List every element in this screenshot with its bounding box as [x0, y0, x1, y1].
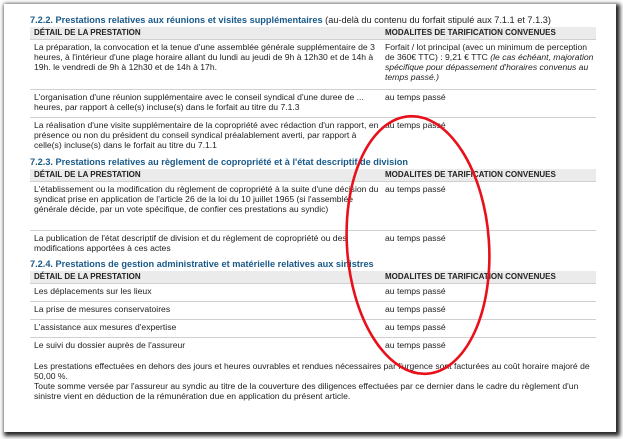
- header-detail: DÉTAIL DE LA PRESTATION: [34, 28, 141, 37]
- red-ellipse-mark: [338, 111, 498, 378]
- row-tarif: au temps passé: [385, 286, 446, 296]
- tarif-text: Forfait / lot principal (avec un minimum de perception de 360€ TTC) : 9,21 € TTC: [385, 42, 588, 62]
- header-detail: DÉTAIL DE LA PRESTATION: [34, 272, 141, 281]
- row-detail: Les déplacements sur les lieux: [34, 286, 152, 296]
- tarif-note: (le cas échéant, majoration spécifique pour dépassement d'horaires convenus au temps passé.): [385, 52, 594, 82]
- header-tarif: MODALITES DE TARIFICATION CONVENUES: [385, 272, 556, 281]
- row-detail: L'organisation d'une réunion supplémentaire avec le conseil syndical d'une duree de ... heures, par rapport à celle(s) incluse(s) dans le forfait au titre du 7.1.3: [34, 92, 364, 112]
- row-detail: La réalisation d'une visite supplémentaire de la copropriété avec rédaction d'un rapport, en présence ou non du président du conseil syndical préalablement averti, par rapport à celle(s) incluse(s) dans le forfait au titre du 7.1.1: [34, 120, 379, 150]
- row-detail: La publication de l'état descriptif de division et du règlement de copropriété ou des modifications apportées à ces actes: [34, 233, 347, 253]
- section-title-723: 7.2.3. Prestations relatives au règlement de copropriété et à l'état descriptif de division: [30, 157, 408, 167]
- row-tarif: au temps passé: [385, 92, 446, 102]
- section-note: (au-delà du contenu du forfait stipulé aux 7.1.1 et 7.1.3): [322, 15, 551, 25]
- header-tarif: MODALITES DE TARIFICATION CONVENUES: [385, 28, 556, 37]
- section-title-text: 7.2.2. Prestations relatives aux réunions et visites supplémentaires: [30, 15, 323, 25]
- footer-line-2: Toute somme versée par l'assureur au syndic au titre de la couverture des diligences effectuées par ce dernier dans le cadre du règlement d'un sinistre vient en déduction de la rémunération due en application du présent article.: [34, 381, 579, 401]
- row-tarif: au temps passé: [385, 340, 446, 350]
- document-frame: [4, 4, 616, 432]
- row-tarif: au temps passé: [385, 184, 446, 194]
- footer-line-1: Les prestations effectuées en dehors des jours et heures ouvrables et rendues nécessaires par l'urgence sont facturées au coût horaire majoré de 50,00 %.: [34, 361, 590, 381]
- row-tarif: au temps passé: [385, 120, 446, 130]
- row-detail: La préparation, la convocation et la tenue d'une assemblée générale supplémentaire de 3 heures, à l'intérieur d'une plage horaire allant du lundi au jeudi de 9h à 12h30 et de 14h à 19h. le vendredi de 9h à 12h30 et de 14h à 17h.: [34, 42, 375, 72]
- row-detail: L'établissement ou la modification du règlement de copropriété à la suite d'une décision du syndicat prise en application de l'article 26 de la loi du 10 juillet 1965 (si l'assemblée générale décide, par un vote spécifique, de confier ces prestations au syndic): [34, 184, 379, 214]
- row-detail: Le suivi du dossier auprès de l'assureur: [34, 340, 186, 350]
- row-detail: La prise de mesures conservatoires: [34, 304, 171, 314]
- section-title-724: 7.2.4. Prestations de gestion administrative et matérielle relatives aux sinistres: [30, 259, 374, 269]
- row-tarif: au temps passé: [385, 233, 446, 243]
- row-tarif: au temps passé: [385, 304, 446, 314]
- row-detail: L'assistance aux mesures d'expertise: [34, 322, 177, 332]
- row-tarif: au temps passé: [385, 322, 446, 332]
- header-detail: DÉTAIL DE LA PRESTATION: [34, 170, 141, 179]
- header-tarif: MODALITES DE TARIFICATION CONVENUES: [385, 170, 556, 179]
- red-circle-annotation: [4, 4, 616, 432]
